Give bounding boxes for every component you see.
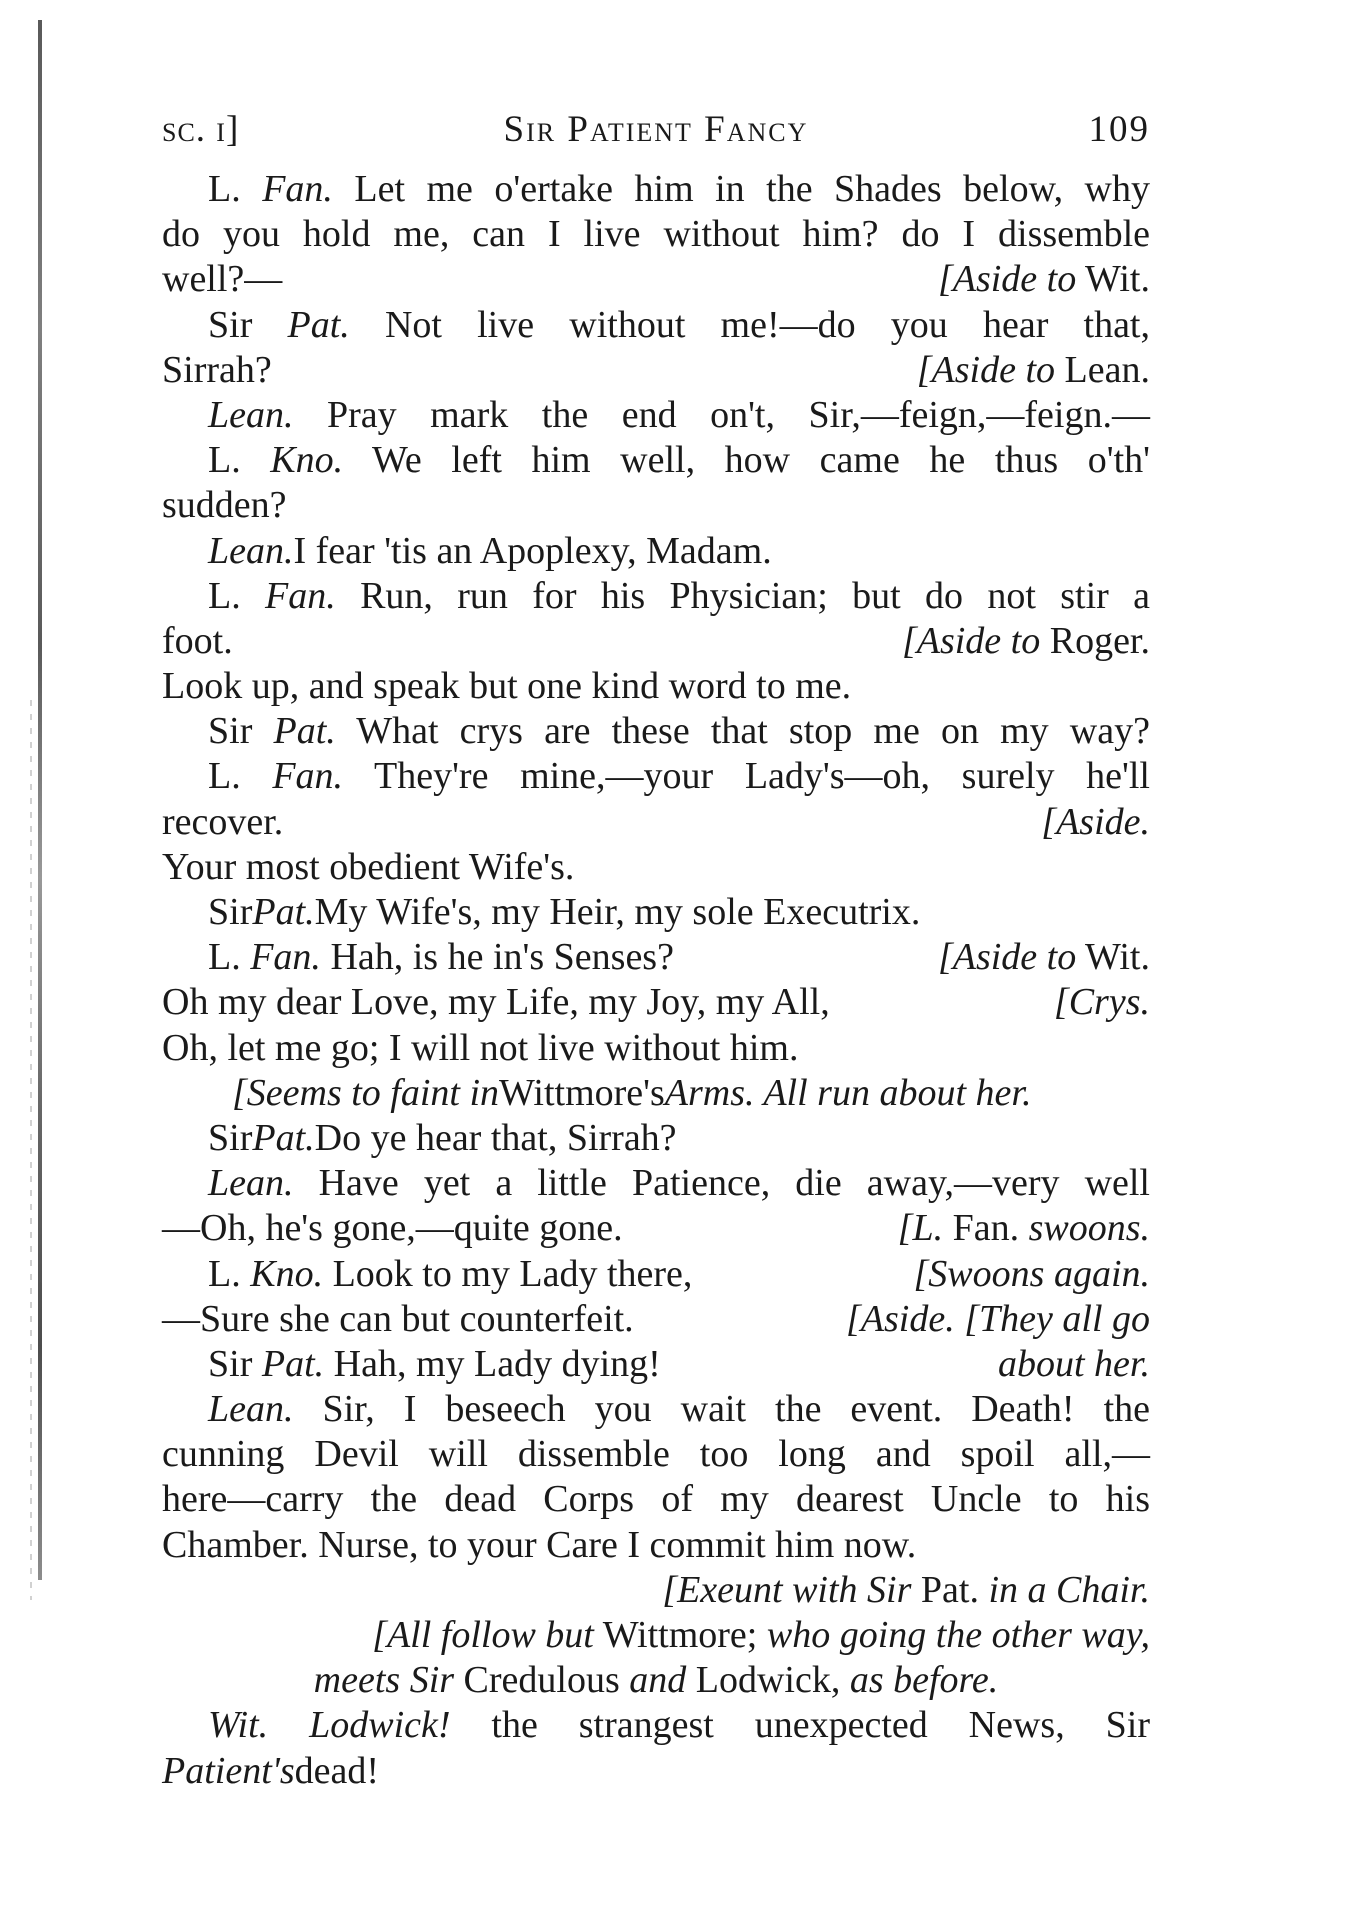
text-line: Sir Pat. My Wife's, my Heir, my sole Executrix. [162,890,1150,935]
text-line: well?— [Aside to Wit. [162,257,1150,302]
speaker-name: Lean. [208,1388,294,1431]
speaker-name: Pat. [287,303,350,346]
speaker-name: Patient's [162,1749,295,1792]
text-line: Sirrah? [Aside to Lean. [162,348,1150,393]
speaker-name: Fan. [250,936,321,979]
binding-shadow-faint [30,700,32,1600]
text-line: Look up, and speak but one kind word to me. [162,665,852,708]
text-line: Oh my dear Love, my Life, my Joy, my All, [Crys. [162,980,1150,1025]
text-line: foot. [Aside to Roger. [162,619,1150,664]
binding-shadow [38,20,42,1580]
stage-direction: about her. [998,1342,1150,1385]
text-line: L. Fan. Hah, is he in's Senses? [Aside to Wit. [162,935,1150,980]
running-header [162,108,1150,158]
stage-direction-line: [Exeunt with Sir Pat. in a Chair. [662,1568,1150,1611]
speaker-name: Lean. [208,529,294,572]
page-number: 109 [1088,109,1150,150]
text-line: sudden? [162,484,287,527]
stage-direction: [Aside. [They all go [846,1297,1150,1340]
speaker-name: Pat. [261,1342,325,1385]
stage-direction: [Aside to Lean. [916,348,1150,391]
header-title: Sir Patient Fancy [503,109,809,150]
text-line: Chamber. Nurse, to your Care I commit him now. [162,1523,917,1566]
speaker-name: Lean. [208,1162,294,1205]
speaker-name: Fan. [265,574,336,617]
text-line: L. Kno. We left him well, how came he thus o'th' [208,439,1150,482]
text-line: L. Fan. They're mine,—your Lady's—oh, surely he'll [208,755,1150,798]
header-scene: sc. i] [162,109,240,150]
speaker-name: Fan. [272,755,344,798]
stage-direction-line: [Seems to faint in Wittmore's Arms. All run about her. [232,1071,1032,1114]
text-line: Sir Pat. Do ye hear that, Sirrah? [162,1116,1150,1161]
stage-direction: [Aside to Wit. [937,258,1150,301]
speaker-name: Lean. [208,393,294,436]
stage-direction: [Aside to Roger. [901,619,1150,662]
speaker-name: Kno. [250,1252,324,1295]
speaker-name: Pat. [252,891,315,933]
speaker-name: Kno. [270,439,344,482]
stage-direction-line: [All follow but Wittmore; who going the other way, [372,1614,1150,1656]
stage-direction: [L. Fan. swoons. [897,1207,1150,1250]
text-line: Lean. Pray mark the end on't, Sir,—feign,—feign.— [208,393,1150,436]
speaker-name: Pat. [273,710,336,753]
stage-direction: [Swoons again. [913,1252,1150,1295]
text-line: Patient's dead! [162,1749,1150,1794]
text-line: Sir Pat. Hah, my Lady dying! about her. [162,1342,1150,1387]
text-line: Sir Pat. Not live without me!—do you hear that, [208,303,1150,346]
play-text [162,167,1150,1794]
text-line: Lean. Have yet a little Patience, die away,—very well [208,1162,1150,1205]
text-line: Lean. Sir, I beseech you wait the event. Death! the [208,1388,1150,1431]
text-line: —Sure she can but counterfeit. [Aside. [They all go [162,1297,1150,1342]
text-line: cunning Devil will dissemble too long and spoil all,— [162,1433,1150,1476]
text-line: Your most obedient Wife's. [162,845,575,888]
text-line: recover. [Aside. [162,800,1150,845]
stage-direction-line: meets Sir Credulous and Lodwick, as before. [313,1659,999,1702]
text-line: Oh, let me go; I will not live without him. [162,1026,799,1069]
text-line: L. Kno. Look to my Lady there, [Swoons again. [162,1252,1150,1297]
stage-direction: [Aside to Wit. [937,936,1150,979]
text-line: Wit. Lodwick! the strangest unexpected News, Sir [208,1704,1150,1747]
text-line: L. Fan. Run, run for his Physician; but do not stir a [208,574,1150,617]
speaker-name: Pat. [252,1116,315,1159]
text-line: here—carry the dead Corps of my dearest Uncle to his [162,1478,1150,1521]
text-line: L. Fan. Let me o'ertake him in the Shades below, why [208,168,1150,210]
speaker-name: Fan. [262,168,333,210]
text-line: do you hold me, can I live without him? do I dissemble [162,213,1150,256]
text-line: Lean. I fear 'tis an Apoplexy, Madam. [162,529,1150,574]
speaker-name: Wit. Lodwick! [208,1704,451,1747]
text-line: —Oh, he's gone,—quite gone. [L. Fan. swoons. [162,1206,1150,1251]
text-line: Sir Pat. What crys are these that stop me on my way? [208,710,1150,753]
stage-direction: [Crys. [1053,981,1150,1024]
stage-direction: [Aside. [1041,800,1150,843]
